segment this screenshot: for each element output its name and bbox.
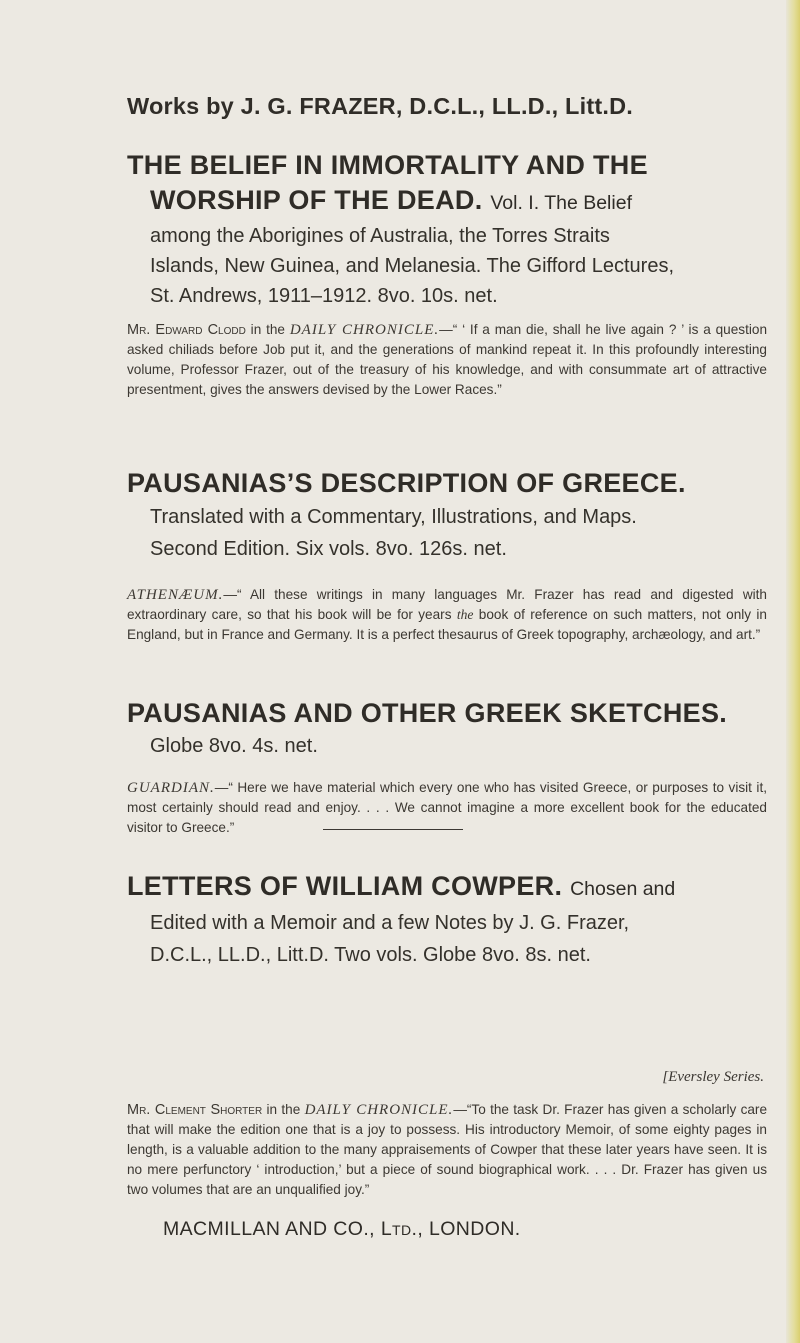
book-title-continued: WORSHIP OF THE DEAD. Vol. I. The Belief bbox=[150, 185, 632, 215]
book-title: PAUSANIAS’S DESCRIPTION OF GREECE. bbox=[127, 468, 686, 498]
book-entry-pausanias-description bbox=[127, 466, 767, 565]
book-title: PAUSANIAS AND OTHER GREEK SKETCHES. bbox=[127, 698, 728, 728]
book-title: LETTERS OF WILLIAM COWPER. Chosen and bbox=[127, 871, 676, 901]
book-description: among the Aborigines of Australia, the Torres Straits Islands, New Guinea, and Melanesia. The Gifford Lectures, St. Andrews, 1911–1912. 8vo. 10s. net. bbox=[150, 225, 674, 307]
book-description: Edited with a Memoir and a few Notes by J. G. Frazer, D.C.L., LL.D., Litt.D. Two vols. Globe 8vo. 8s. net. bbox=[150, 912, 630, 966]
book-entry-belief-immortality bbox=[127, 148, 767, 311]
publisher-imprint: MACMILLAN AND CO., Ltd., LONDON. bbox=[163, 1218, 521, 1240]
series-note: [Eversley Series. bbox=[662, 1069, 764, 1085]
section-divider bbox=[323, 829, 463, 830]
book-description: Translated with a Commentary, Illustrations, and Maps. Second Edition. Six vols. 8vo. 126s. net. bbox=[150, 506, 637, 560]
book-title: THE BELIEF IN IMMORTALITY AND THE bbox=[127, 150, 648, 180]
book-entry-cowper-letters bbox=[127, 869, 767, 971]
book-review: Mr. Edward Clodd in the DAILY CHRONICLE.—“ ‘ If a man die, shall he live again ? ’ is a question asked chiliads before Job put it, and the generations of mankind repeat it. In this profoundly interesting volume, Professor Frazer, out of the treasury of his knowledge, and with consummate art of attractive presentment, gives the answers devised by the Lower Races.” bbox=[127, 322, 768, 397]
book-review: Mr. Clement Shorter in the DAILY CHRONICLE.—“To the task Dr. Frazer has given a scholarly care that will make the edition one that is a joy to possess. His introductory Memoir, of some eighty pages in length, is a valuable addition to the many appraisements of Cowper that these later years have seen. It is no mere perfunctory ‘ introduction,’ but a piece of sound biographical work. . . . Dr. Frazer has given us two volumes that are an unqualified joy.” bbox=[127, 1102, 768, 1197]
book-review: GUARDIAN.—“ Here we have material which every one who has visited Greece, or purposes to visit it, most certainly should read and enjoy. . . . We cannot imagine a more excellent book for the educated visitor to Greece.” bbox=[127, 780, 767, 835]
book-description: Globe 8vo. 4s. net. bbox=[150, 735, 318, 757]
page-header: Works by J. G. FRAZER, D.C.L., LL.D., Litt.D. bbox=[127, 93, 633, 119]
book-review: ATHENÆUM.—“ All these writings in many languages Mr. Frazer has read and digested with extraordinary care, so that his book will be for years the book of reference on such matters, not only in England, but in France and Germany. It is a perfect thesaurus of Greek topography, archæology, and art.” bbox=[127, 587, 767, 642]
book-entry-pausanias-sketches bbox=[127, 696, 767, 761]
